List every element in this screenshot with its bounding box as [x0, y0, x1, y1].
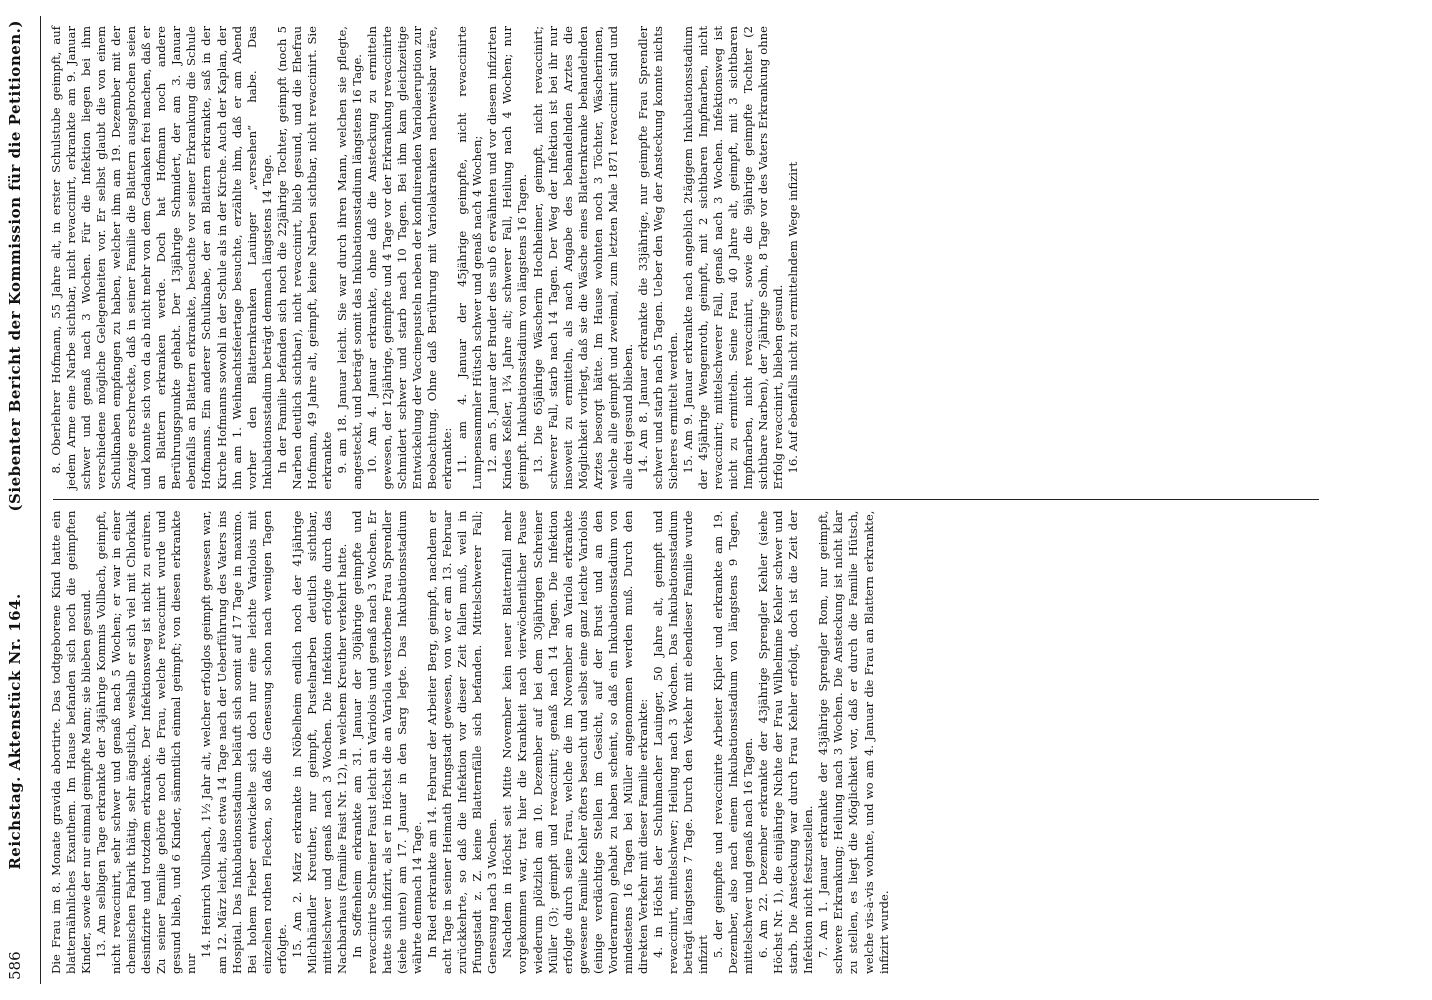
text-columns	[49, 16, 1339, 984]
digitization-note	[1406, 0, 1428, 1000]
right-column	[49, 16, 1339, 500]
page-number: 586	[6, 951, 24, 980]
paragraph: 8. Oberlehrer Hofmann, 55 Jahre alt, in erster Schulstube geimpft, auf jedem Arme eine Narbe sichtbar, nicht revaccinirt, erkrankte am 9. Januar schwer und genaß nach 3 Wochen. Für die Infektion liegen bei ihm verschiedene mögliche Gelegenheiten vor. Er selbst glaubt die von einem Schulknaben empfangen zu haben, welcher ihm am 19. Dezember mit der Anzeige erschreckte, daß in seiner Familie die Blattern ausgebrochen seien und konnte sich von da ab nicht mehr von dem Gedanken frei machen, daß er an Blattern erkranken werde. Doch hat Hofmann noch andere Berührungspunkte gehabt. Der 13jährige Schmidert, der am 3. Januar ebenfalls an Blattern erkrankte, besuchte vor seiner Erkrankung die Schule Hofmanns. Ein anderer Schulknabe, der an Blattern erkrankte, saß in der Kirche Hofmanns sowohl in der Schule als in der Kirche. Auch der Kaplan, der ihn am 1. Weihnachtsfeiertage besuchte, erzählte ihm, daß er am Abend vorher den Blatternkranken Lauinger „versehen“ habe. Das Inkubationsstadium beträgt demnach längstens 14 Tage.	[49, 26, 274, 490]
paragraph: 6. Am 22. Dezember erkrankte der 43jährige Sprengler Kehler (siehe Höchst Nr. 1), die einjährige Nichte der Frau Wilhelmine Kehler schwer und starb. Die Ansteckung war durch Frau Kehler erfolgt, doch ist die Zeit der Infektion nicht festzustellen.	[756, 510, 816, 974]
paragraph: 15. Am 2. März erkrankte in Nöbelheim endlich noch der 41jährige Milchhändler Kreuther, nur geimpft, Pustelnarben deutlich sichtbar, mittelschwer und genaß nach 3 Wochen. Die Infektion erfolgte durch das Nachbarhaus (Familie Faist Nr. 12), in welchem Kreuther verkehrt hatte.	[289, 510, 349, 974]
paragraph: Die Frau im 8. Monate gravida abortirte. Das todtgeborene Kind hatte ein blatternähnliches Exanthem. Im Hause befanden sich noch die geimpften Kinder, sowie der nur einmal geimpfte Mann; sie blieben gesund.	[49, 510, 94, 974]
page-header	[6, 16, 41, 984]
paragraph: 11. am 4. Januar der 45jährige geimpfte, nicht revaccinirte Lumpensammler Hütsch schwer und genaß nach 4 Wochen;	[455, 26, 485, 490]
paragraph: 10. Am 4. Januar erkrankte, ohne daß die Ansteckung zu ermitteln gewesen, der 12jährige, geimpfte und 4 Tage vor der Erkrankung revaccinirte Schmidert schwer und starb nach 10 Tagen. Bei ihm kam gleichzeitige Entwickelung der Vaccinepusteln neben der konfluirenden Variolaeruption zur Beobachtung. Ohne daß Berührung mit Variolakranken nachweisbar wäre, erkrankte:	[364, 26, 455, 490]
paragraph: In Soffenheim erkrankte am 31. Januar der 30jährige geimpfte und revaccinirte Schreiner Faust leicht an Variolois und genaß nach 3 Wochen. Er hatte sich infizirt, als er in Höchst die an Variola verstorbene Frau Sprendler (siehe unten) am 17. Januar in den Sarg legte. Das Inkubationsstadium währte demnach 14 Tage.	[349, 510, 425, 974]
paragraph: In der Familie befanden sich noch die 22jährige Tochter, geimpft (noch 5 Narben deutlich sichtbar), nicht revaccinirt, blieb gesund, und die Ehefrau Hofmann, 49 Jahre alt, geimpft, keine Narben sichtbar, nicht revaccinirt. Sie erkrankte	[274, 26, 334, 490]
paragraph: 7. Am 1. Januar erkrankte der 43jährige Sprengler Rom, nur geimpft, schwere Erkrankung; Heilung nach 3 Wochen. Die Ansteckung ist nicht klar zu stellen, es liegt die Möglichkeit vor, daß er durch die Familie Hütsch, welche vis-à-vis wohnte, und wo am 4. Januar die Frau an Blattern erkrankte, infizirt wurde.	[816, 510, 891, 974]
paragraph: 13. Am selbigen Tage erkrankte der 34jährige Kommis Vollbach, geimpft, nicht revaccinirt, sehr schwer und genaß nach 5 Wochen; er war in einer chemischen Fabrik thätig, sehr ängstlich, weshalb er sich viel mit Chlorkalk desinfizirte und trotzdem erkrankte. Der Infektionsweg ist nicht zu eruiren. Zu seiner Familie gehörte noch die Frau, welche revaccinirt wurde und gesund blieb, und 6 Kinder, sämmtlich einmal geimpft; von diesen erkrankte nur	[94, 510, 199, 974]
left-column	[49, 501, 1339, 985]
header-left-title: Reichstag. Aktenstück Nr. 164.	[6, 593, 24, 870]
paragraph: Nachdem in Höchst seit Mitte November kein neuer Blatternfall mehr vorgekommen war, trat hier die Krankheit nach vierwöchentlicher Pause wiederum plötzlich am 10. Dezember auf bei dem 30jährigen Schreiner Müller (3); geimpft und revaccinirt; genaß nach 14 Tagen. Die Infektion erfolgte durch seine Frau, welche die im November an Variola erkrankte gewesene Familie Kehler öfters besucht und selbst eine ganz leichte Variolois (einige verdächtige Stellen im Gesicht, auf der Brust und an den Vorderarmen) gehabt zu haben scheint, so daß ein Inkubationsstadium von mindestens 16 Tagen bei Müller angenommen werden muß. Durch den direkten Verkehr mit dieser Familie erkrankte:	[500, 510, 650, 974]
paragraph: 9. am 18. Januar leicht. Sie war durch ihren Mann, welchen sie pflegte, angesteckt, und beträgt somit das Inkubationsstadium längstens 16 Tage.	[334, 26, 364, 490]
paragraph: 16. Auf ebenfalls nicht zu ermittelndem Wege infizirt	[786, 161, 801, 474]
paragraph: 4. in Höchst der Schuhmacher Lauinger, 50 Jahre alt, geimpft und revaccinirt, mittelschwer; Heilung nach 3 Wochen. Das Inkubationsstadium beträgt längstens 7 Tage. Durch den Verkehr mit ebendieser Familie wurde infizirt	[650, 510, 711, 974]
paragraph: 14. Am 8. Januar erkrankte die 33jährige, nur geimpfte Frau Sprendler schwer und starb nach 5 Tagen. Ueber den Weg der Ansteckung konnte nichts Sicheres ermittelt werden.	[635, 26, 680, 490]
paragraph: 15. Am 9. Januar erkrankte nach angeblich 2tägigem Inkubationsstadium der 45jährige Wengenroth, geimpft, mit 2 sichtbaren Impfnarben, nicht revaccinirt; mittelschwerer Fall, genaß nach 3 Wochen. Infektionsweg ist nicht zu ermitteln. Seine Frau 40 Jahre alt, geimpft, mit 3 sichtbaren Impfnarben, nicht revaccinirt, sowie die 9jährige geimpfte Tochter (2 sichtbare Narben), der 7jährige Sohn, 8 Tage vor des Vaters Erkrankung ohne Erfolg revaccinirt, blieben gesund.	[680, 26, 786, 490]
paragraph: 13. Die 65jährige Wäscherin Hochheimer, geimpft, nicht revaccinirt; schwerer Fall, starb nach 14 Tagen. Der Weg der Infektion ist bei ihr nur insoweit zu ermitteln, als nach Angabe des behandelnden Arztes die Möglichkeit vorliegt, daß sie die Wäsche eines Blatternkranke behandelnden Arztes besorgt hätte. Im Hause wohnten noch 3 Töchter, Wäscherinnen, welche alle geimpft und zweimal, zum letzten Male 1871 revaccinirt sind und alle drei gesund blieben.	[530, 26, 635, 490]
paragraph: In Ried erkrankte am 14. Februar der Arbeiter Berg, geimpft, nachdem er acht Tage in seiner Heimath Pfungstadt gewesen, von wo er am 13. Februar zurückkehrte, so daß die Infektion vor dieser Zeit fallen muß, weil in Pfungstadt z. Z. keine Blatternfälle sich befanden. Mittelschwerer Fall; Genesung nach 3 Wochen.	[425, 510, 500, 974]
header-right-title: (Siebenter Bericht der Kommission für die Petitionen.)	[6, 20, 24, 512]
paragraph: 5. der geimpfte und revaccinirte Arbeiter Kipler und erkrankte am 19. Dezember, also nach einem Inkubationsstadium von längstens 9 Tagen, mittelschwer und genaß nach 16 Tagen.	[711, 510, 756, 974]
column-divider	[53, 500, 1319, 501]
paragraph: 12. am 5. Januar der Bruder des sub 6 erwähnten und vor diesem infizirten Kindes Keßler, 1¾ Jahre alt; schwerer Fall, Heilung nach 4 Wochen; nur geimpft. Inkubationsstadium von längstens 16 Tagen.	[485, 26, 530, 490]
paragraph: 14. Heinrich Vollbach, 1½ Jahr alt, welcher erfolglos geimpft gewesen war, am 12. März leicht, also etwa 14 Tage nach der Ueberführung des Vaters ins Hospital. Das Inkubationsstadium beläuft sich somit auf 17 Tage in maximo. Bei hohem Fieber entwickelte sich doch nur eine leichte Variolois mit einzelnen rothen Flecken, so daß die Genesung schon nach wenigen Tagen erfolgte.	[199, 510, 289, 974]
